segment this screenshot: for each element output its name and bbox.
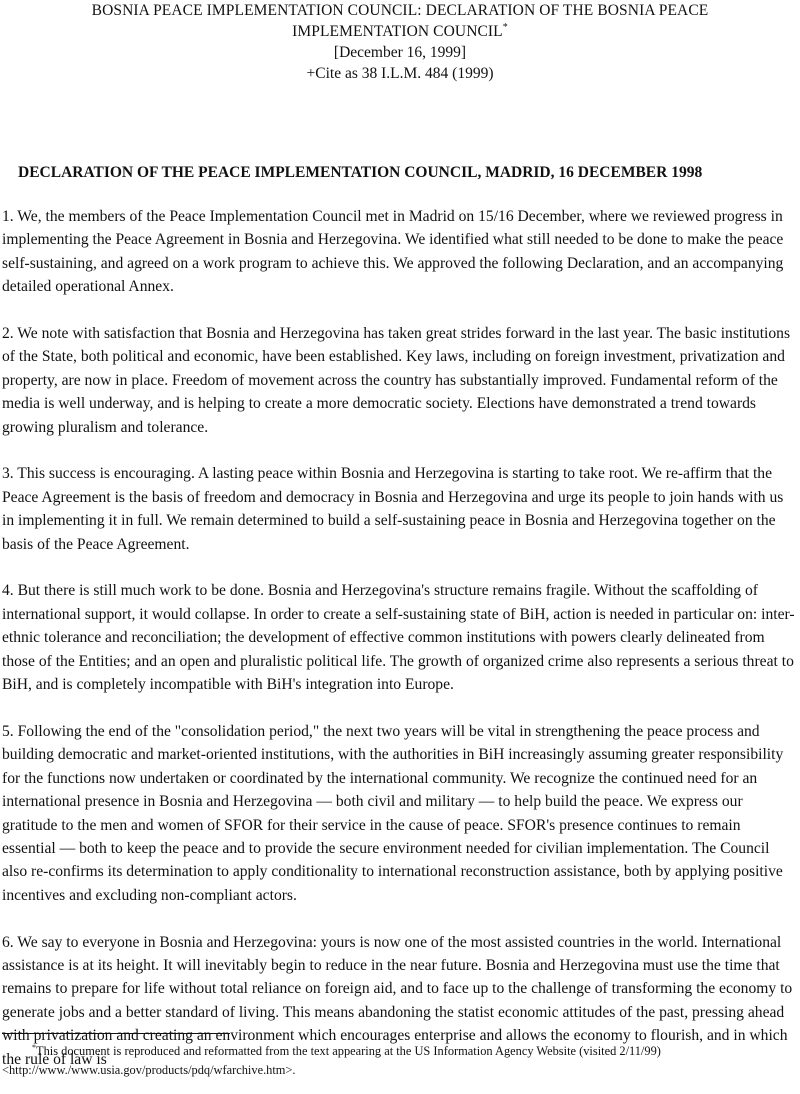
footnote [2, 1042, 798, 1080]
document-header [0, 0, 800, 84]
declaration-body [2, 205, 798, 1094]
footnote-line-1 [2, 1042, 798, 1061]
declaration-heading: DECLARATION OF THE PEACE IMPLEMENTATION COUNCIL, MADRID, 16 DECEMBER 1998 [18, 164, 703, 181]
footnote-divider [2, 1033, 230, 1034]
paragraph-2: 2. We note with satisfaction that Bosnia and Herzegovina has taken great strides forward in the last year. The basic institutions of the State, both political and economic, have been established. Key laws, including on foreign investment, privatization and property, are now in place. Freedom of movement across the country has substantially improved. Fundamental reform of the media is well underway, and is helping to create a more democratic society. Elections have demonstrated a trend towards growing pluralism and tolerance. [2, 325, 791, 436]
paragraph-1: 1. We, the members of the Peace Implementation Council met in Madrid on 15/16 December, where we reviewed progress in implementing the Peace Agreement in Bosnia and Herzegovina. We identified what still needed to be done to make the peace self-sustaining, and agreed on a work program to achieve this. We approved the following Declaration, and an accompanying detailed operational Annex. [2, 208, 784, 296]
document-date: [December 16, 1999] [333, 44, 467, 61]
citation: +Cite as 38 I.L.M. 484 (1999) [306, 65, 494, 82]
document-title-text: IMPLEMENTATION COUNCIL [292, 23, 503, 40]
footnote-marker: * [502, 21, 508, 33]
document-title-line-1: BOSNIA PEACE IMPLEMENTATION COUNCIL: DECLARATION OF THE BOSNIA PEACE [91, 2, 709, 19]
footnote-text: This document is reproduced and reformatted from the text appearing at the US Information Agency Website (visited 2/11/99) [36, 1044, 661, 1058]
paragraph-5: 5. Following the end of the "consolidation period," the next two years will be vital in strengthening the peace process and building democratic and market-oriented institutions, with the authorities in BiH increasingly assuming greater responsibility for the functions now undertaken or coordinated by the international community. We recognize the continued need for an international presence in Bosnia and Herzegovina — both civil and military — to help build the peace. We express our gratitude to the men and women of SFOR for their service in the cause of peace. SFOR's presence continues to remain essential — both to keep the peace and to provide the secure environment needed for civilian implementation. The Council also re-confirms its determination to apply conditionality to international reconstruction assistance, both by applying positive incentives and excluding non-compliant actors. [2, 722, 784, 904]
document-title-line-2 [0, 21, 800, 42]
paragraph-4: 4. But there is still much work to be done. Bosnia and Herzegovina's structure remains fragile. Without the scaffolding of international support, it would collapse. In order to create a self-sustaining state of BiH, action is needed in particular on: inter-ethnic tolerance and reconciliation; the development of effective common institutions with powers clearly delineated from those of the Entities; and an open and pluralistic political life. The growth of organized crime also represents a serious threat to BiH, and is completely incompatible with BiH's integration into Europe. [2, 582, 795, 694]
paragraph-3: 3. This success is encouraging. A lasting peace within Bosnia and Herzegovina is starting to take root. We re-affirm that the Peace Agreement is the basis of freedom and democracy in Bosnia and Herzegovina and urge its people to join hands with us in implementing it in full. We remain determined to build a self-sustaining peace in Bosnia and Herzegovina together on the basis of the Peace Agreement. [2, 465, 784, 553]
paragraph-6: 6. We say to everyone in Bosnia and Herzegovina: yours is now one of the most assisted countries in the world. International assistance is at its height. It will inevitably begin to reduce in the near future. Bosnia and Herzegovina must use the time that remains to prepare for life without total reliance on foreign aid, and to face up to the challenge of transforming the economy to generate jobs and a better standard of living. This means abandoning the statist economic attitudes of the past, pressing ahead with privatization and creating an environment which encourages enterprise and allows the economy to flourish, and in which the rule of law is [2, 933, 793, 1068]
footnote-marker-bottom: * [32, 1042, 36, 1052]
footnote-url: <http://www./www.usia.gov/products/pdq/wfarchive.htm>. [2, 1063, 296, 1077]
